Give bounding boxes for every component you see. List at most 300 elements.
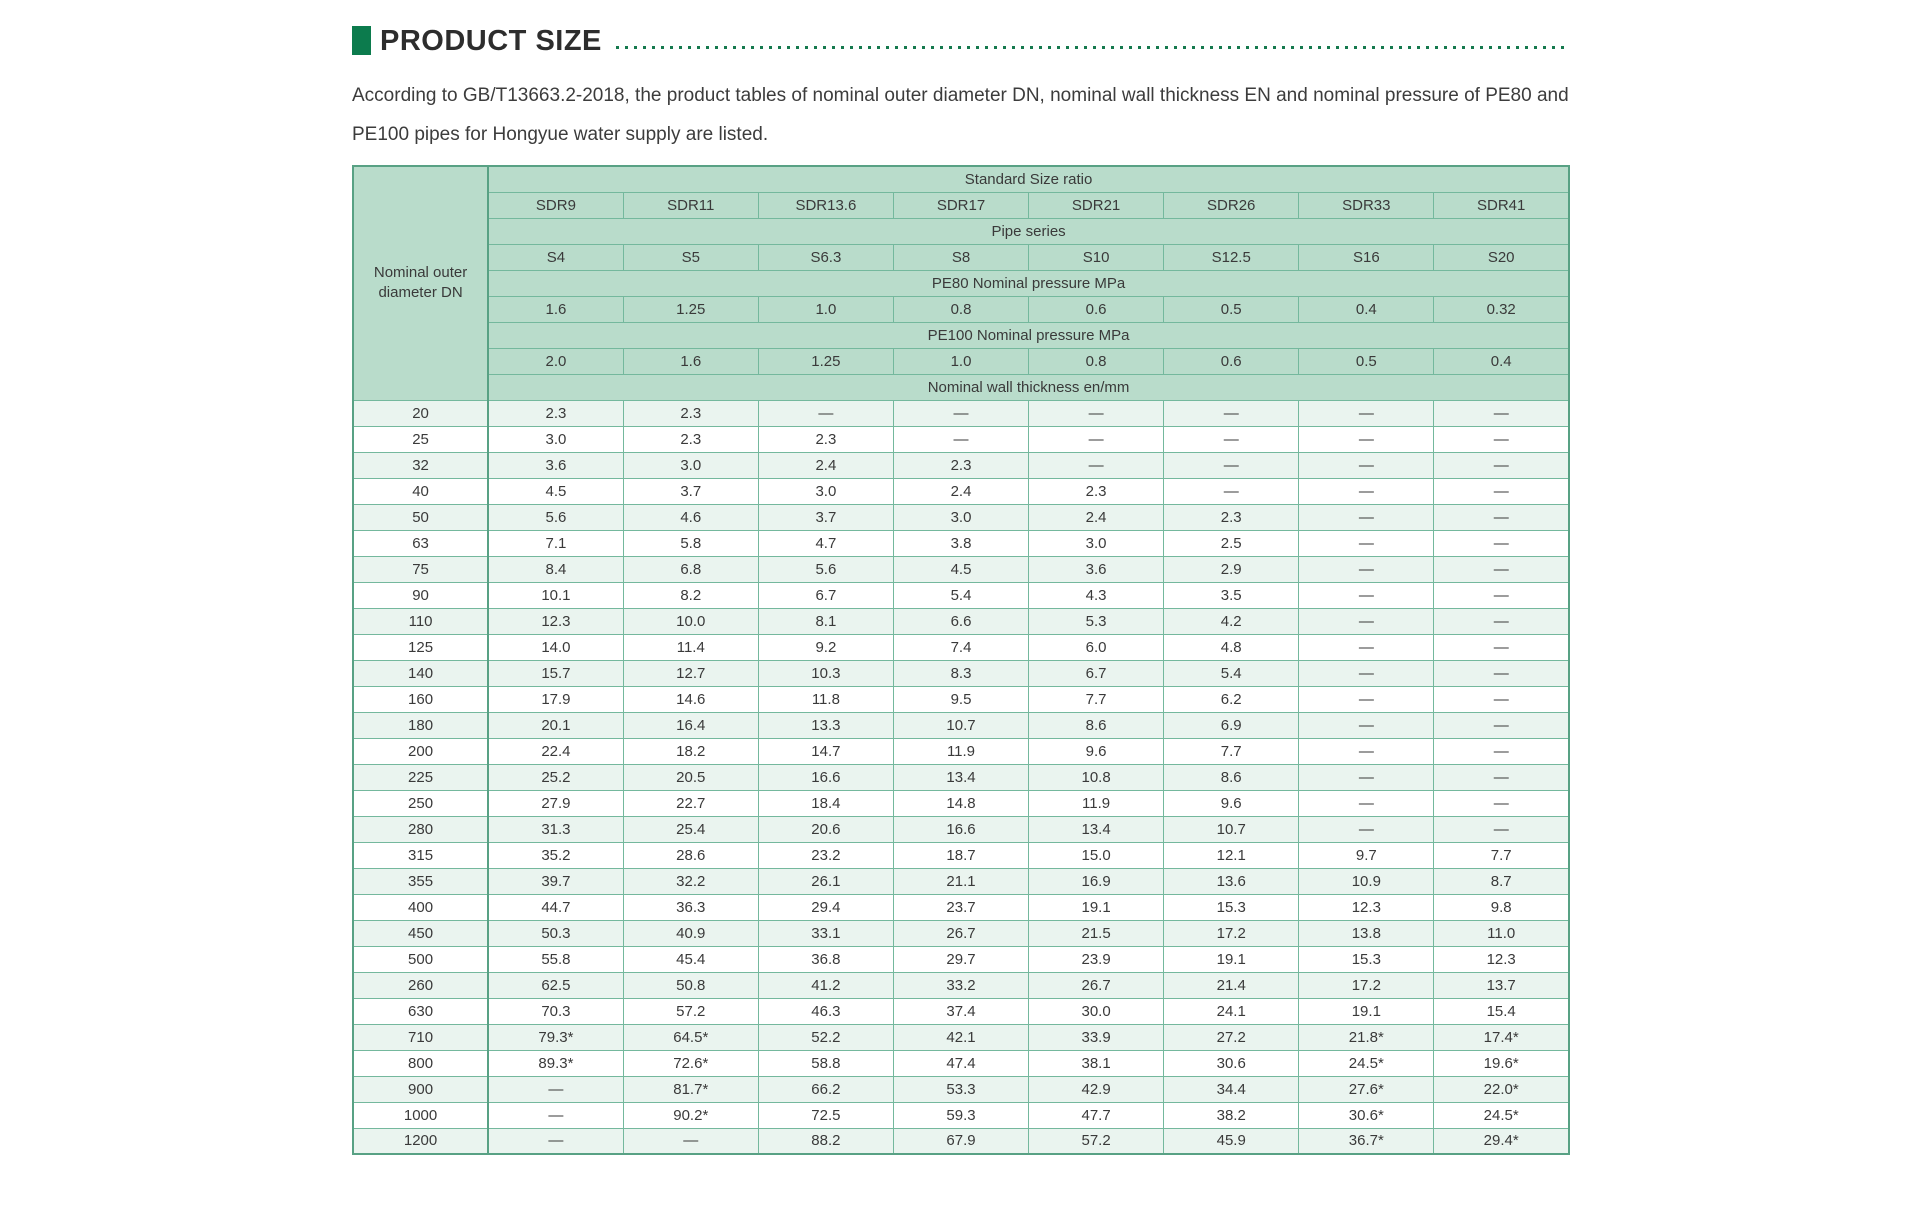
table-header-row	[353, 348, 1569, 374]
value-cell: 40.9	[623, 920, 758, 946]
value-cell: 11.4	[623, 634, 758, 660]
pe100-pressure-value: 1.6	[623, 348, 758, 374]
table-row	[353, 712, 1569, 738]
value-cell: —	[1299, 764, 1434, 790]
table-row	[353, 842, 1569, 868]
value-cell: —	[488, 1076, 623, 1102]
column-header-series: S20	[1434, 244, 1569, 270]
value-cell: 89.3*	[488, 1050, 623, 1076]
value-cell: 28.6	[623, 842, 758, 868]
value-cell: 19.1	[1029, 894, 1164, 920]
value-cell: 57.2	[1029, 1128, 1164, 1154]
value-cell: 32.2	[623, 868, 758, 894]
value-cell: 50.8	[623, 972, 758, 998]
value-cell: 4.7	[758, 530, 893, 556]
table-row	[353, 868, 1569, 894]
value-cell: 12.1	[1164, 842, 1299, 868]
table-row	[353, 790, 1569, 816]
value-cell: 12.3	[488, 608, 623, 634]
value-cell: 4.5	[488, 478, 623, 504]
value-cell: 33.1	[758, 920, 893, 946]
value-cell: 3.0	[623, 452, 758, 478]
value-cell: 8.6	[1029, 712, 1164, 738]
column-header-sdr: SDR13.6	[758, 192, 893, 218]
dotted-divider	[616, 46, 1570, 49]
value-cell: 2.3	[488, 400, 623, 426]
value-cell: 2.3	[893, 452, 1028, 478]
section-description: According to GB/T13663.2-2018, the product tables of nominal outer diameter DN, nominal wall thickness EN and nominal pressure of PE80 and PE100 pipes for Hongyue water supply are listed.	[352, 85, 1569, 145]
value-cell: 4.5	[893, 556, 1028, 582]
value-cell: 6.6	[893, 608, 1028, 634]
dn-cell: 900	[353, 1076, 488, 1102]
value-cell: 44.7	[488, 894, 623, 920]
value-cell: 13.4	[893, 764, 1028, 790]
table-row	[353, 608, 1569, 634]
product-size-section	[352, 26, 1570, 1155]
value-cell: 25.2	[488, 764, 623, 790]
pe80-pressure-value: 0.6	[1029, 296, 1164, 322]
value-cell: 7.7	[1164, 738, 1299, 764]
value-cell: 19.1	[1299, 998, 1434, 1024]
dn-cell: 200	[353, 738, 488, 764]
table-row	[353, 582, 1569, 608]
table-header-row	[353, 192, 1569, 218]
value-cell: —	[1434, 686, 1569, 712]
value-cell: 36.7*	[1299, 1128, 1434, 1154]
value-cell: —	[1029, 426, 1164, 452]
value-cell: 3.5	[1164, 582, 1299, 608]
pe80-pressure-value: 0.8	[893, 296, 1028, 322]
value-cell: 4.8	[1164, 634, 1299, 660]
value-cell: 19.6*	[1434, 1050, 1569, 1076]
value-cell: 3.0	[758, 478, 893, 504]
dn-cell: 32	[353, 452, 488, 478]
table-header-row	[353, 270, 1569, 296]
value-cell: —	[1299, 426, 1434, 452]
value-cell: —	[758, 400, 893, 426]
dn-cell: 355	[353, 868, 488, 894]
value-cell: —	[1434, 712, 1569, 738]
value-cell: 3.0	[893, 504, 1028, 530]
dn-cell: 630	[353, 998, 488, 1024]
table-row	[353, 686, 1569, 712]
value-cell: —	[1434, 582, 1569, 608]
column-header-sdr: SDR11	[623, 192, 758, 218]
value-cell: 14.0	[488, 634, 623, 660]
value-cell: 19.1	[1164, 946, 1299, 972]
value-cell: 8.1	[758, 608, 893, 634]
dn-cell: 50	[353, 504, 488, 530]
value-cell: —	[1434, 634, 1569, 660]
value-cell: 11.9	[893, 738, 1028, 764]
value-cell: 15.3	[1299, 946, 1434, 972]
value-cell: —	[1299, 530, 1434, 556]
value-cell: 12.7	[623, 660, 758, 686]
value-cell: —	[1434, 426, 1569, 452]
value-cell: —	[1299, 790, 1434, 816]
value-cell: 20.5	[623, 764, 758, 790]
value-cell: 42.9	[1029, 1076, 1164, 1102]
value-cell: 57.2	[623, 998, 758, 1024]
column-header-series: S16	[1299, 244, 1434, 270]
dn-cell: 500	[353, 946, 488, 972]
value-cell: 16.6	[758, 764, 893, 790]
dn-cell: 280	[353, 816, 488, 842]
value-cell: —	[1434, 816, 1569, 842]
value-cell: 7.7	[1434, 842, 1569, 868]
value-cell: 34.4	[1164, 1076, 1299, 1102]
value-cell: 6.8	[623, 556, 758, 582]
value-cell: 27.2	[1164, 1024, 1299, 1050]
column-header-sdr: SDR26	[1164, 192, 1299, 218]
table-body	[353, 400, 1569, 1154]
value-cell: 88.2	[758, 1128, 893, 1154]
pe80-pressure-value: 1.6	[488, 296, 623, 322]
value-cell: —	[1299, 556, 1434, 582]
value-cell: 39.7	[488, 868, 623, 894]
value-cell: 50.3	[488, 920, 623, 946]
table-row	[353, 1024, 1569, 1050]
value-cell: 30.6*	[1299, 1102, 1434, 1128]
value-cell: 16.9	[1029, 868, 1164, 894]
pe80-pressure-value: 1.0	[758, 296, 893, 322]
table-row	[353, 504, 1569, 530]
value-cell: 21.4	[1164, 972, 1299, 998]
table-row	[353, 556, 1569, 582]
table-row	[353, 530, 1569, 556]
value-cell: 47.7	[1029, 1102, 1164, 1128]
value-cell: 2.9	[1164, 556, 1299, 582]
value-cell: 3.6	[1029, 556, 1164, 582]
column-header-sdr: SDR9	[488, 192, 623, 218]
column-header-sdr: SDR41	[1434, 192, 1569, 218]
value-cell: 5.6	[488, 504, 623, 530]
value-cell: —	[488, 1128, 623, 1154]
table-row	[353, 920, 1569, 946]
value-cell: 6.7	[758, 582, 893, 608]
value-cell: 2.3	[623, 426, 758, 452]
value-cell: 36.8	[758, 946, 893, 972]
dn-cell: 75	[353, 556, 488, 582]
value-cell: 14.7	[758, 738, 893, 764]
table-header-row	[353, 244, 1569, 270]
dn-cell: 110	[353, 608, 488, 634]
value-cell: 11.9	[1029, 790, 1164, 816]
value-cell: 17.9	[488, 686, 623, 712]
value-cell: 62.5	[488, 972, 623, 998]
value-cell: 12.3	[1434, 946, 1569, 972]
dn-cell: 160	[353, 686, 488, 712]
value-cell: 35.2	[488, 842, 623, 868]
section-title-row	[352, 26, 1570, 56]
value-cell: 90.2*	[623, 1102, 758, 1128]
value-cell: 17.2	[1164, 920, 1299, 946]
value-cell: 2.3	[1164, 504, 1299, 530]
table-row	[353, 660, 1569, 686]
value-cell: 18.7	[893, 842, 1028, 868]
accent-square-icon	[352, 26, 371, 55]
table-row	[353, 1128, 1569, 1154]
column-header-series: S12.5	[1164, 244, 1299, 270]
value-cell: —	[1434, 556, 1569, 582]
column-header-series: S4	[488, 244, 623, 270]
value-cell: 22.7	[623, 790, 758, 816]
value-cell: 30.6	[1164, 1050, 1299, 1076]
dn-cell: 90	[353, 582, 488, 608]
value-cell: 9.7	[1299, 842, 1434, 868]
value-cell: 10.9	[1299, 868, 1434, 894]
value-cell: 52.2	[758, 1024, 893, 1050]
value-cell: 2.4	[893, 478, 1028, 504]
dn-cell: 260	[353, 972, 488, 998]
value-cell: 8.6	[1164, 764, 1299, 790]
value-cell: —	[1434, 400, 1569, 426]
value-cell: 33.2	[893, 972, 1028, 998]
value-cell: 3.7	[623, 478, 758, 504]
value-cell: 22.0*	[1434, 1076, 1569, 1102]
value-cell: 38.2	[1164, 1102, 1299, 1128]
value-cell: 13.3	[758, 712, 893, 738]
value-cell: —	[1434, 738, 1569, 764]
value-cell: 21.5	[1029, 920, 1164, 946]
value-cell: 9.2	[758, 634, 893, 660]
value-cell: —	[488, 1102, 623, 1128]
value-cell: —	[1299, 400, 1434, 426]
value-cell: 58.8	[758, 1050, 893, 1076]
value-cell: 10.8	[1029, 764, 1164, 790]
band-label-pe80-pressure: PE80 Nominal pressure MPa	[488, 270, 1569, 296]
band-label-wall-thickness: Nominal wall thickness en/mm	[488, 374, 1569, 400]
pe80-pressure-value: 0.5	[1164, 296, 1299, 322]
value-cell: 4.3	[1029, 582, 1164, 608]
value-cell: 3.0	[1029, 530, 1164, 556]
value-cell: 72.5	[758, 1102, 893, 1128]
value-cell: 5.3	[1029, 608, 1164, 634]
value-cell: 15.7	[488, 660, 623, 686]
dn-cell: 250	[353, 790, 488, 816]
value-cell: 8.3	[893, 660, 1028, 686]
value-cell: —	[1299, 478, 1434, 504]
value-cell: 5.6	[758, 556, 893, 582]
value-cell: 14.8	[893, 790, 1028, 816]
value-cell: 11.8	[758, 686, 893, 712]
table-row	[353, 764, 1569, 790]
band-label-pe100-pressure: PE100 Nominal pressure MPa	[488, 322, 1569, 348]
pe80-pressure-value: 1.25	[623, 296, 758, 322]
table-row	[353, 972, 1569, 998]
value-cell: 2.4	[758, 452, 893, 478]
column-header-sdr: SDR33	[1299, 192, 1434, 218]
value-cell: 55.8	[488, 946, 623, 972]
value-cell: —	[1164, 426, 1299, 452]
value-cell: 45.9	[1164, 1128, 1299, 1154]
pe100-pressure-value: 0.8	[1029, 348, 1164, 374]
value-cell: 79.3*	[488, 1024, 623, 1050]
value-cell: 8.7	[1434, 868, 1569, 894]
value-cell: 23.9	[1029, 946, 1164, 972]
value-cell: 3.6	[488, 452, 623, 478]
value-cell: 26.1	[758, 868, 893, 894]
value-cell: 24.1	[1164, 998, 1299, 1024]
value-cell: 22.4	[488, 738, 623, 764]
value-cell: 27.6*	[1299, 1076, 1434, 1102]
value-cell: 41.2	[758, 972, 893, 998]
value-cell: 29.7	[893, 946, 1028, 972]
value-cell: —	[1299, 816, 1434, 842]
pe100-pressure-value: 1.25	[758, 348, 893, 374]
value-cell: 7.1	[488, 530, 623, 556]
value-cell: 24.5*	[1434, 1102, 1569, 1128]
table-row	[353, 946, 1569, 972]
column-header-series: S5	[623, 244, 758, 270]
value-cell: —	[893, 400, 1028, 426]
value-cell: 15.3	[1164, 894, 1299, 920]
table-header-row	[353, 296, 1569, 322]
value-cell: —	[1299, 608, 1434, 634]
band-label-standard-size-ratio: Standard Size ratio	[488, 166, 1569, 192]
value-cell: —	[1299, 452, 1434, 478]
value-cell: 8.2	[623, 582, 758, 608]
value-cell: 53.3	[893, 1076, 1028, 1102]
pe100-pressure-value: 2.0	[488, 348, 623, 374]
value-cell: —	[1434, 478, 1569, 504]
value-cell: 2.3	[623, 400, 758, 426]
value-cell: 26.7	[893, 920, 1028, 946]
value-cell: 11.0	[1434, 920, 1569, 946]
value-cell: 21.1	[893, 868, 1028, 894]
dn-cell: 710	[353, 1024, 488, 1050]
value-cell: —	[1029, 400, 1164, 426]
column-header-sdr: SDR17	[893, 192, 1028, 218]
value-cell: —	[1299, 686, 1434, 712]
value-cell: 33.9	[1029, 1024, 1164, 1050]
value-cell: —	[1434, 608, 1569, 634]
value-cell: 59.3	[893, 1102, 1028, 1128]
value-cell: 21.8*	[1299, 1024, 1434, 1050]
table-row	[353, 1102, 1569, 1128]
dn-cell: 315	[353, 842, 488, 868]
product-size-table	[352, 165, 1570, 1155]
value-cell: 29.4*	[1434, 1128, 1569, 1154]
value-cell: —	[893, 426, 1028, 452]
value-cell: 30.0	[1029, 998, 1164, 1024]
value-cell: 38.1	[1029, 1050, 1164, 1076]
value-cell: 3.8	[893, 530, 1028, 556]
value-cell: —	[1164, 452, 1299, 478]
value-cell: —	[1434, 452, 1569, 478]
dn-cell: 20	[353, 400, 488, 426]
dn-cell: 25	[353, 426, 488, 452]
value-cell: 27.9	[488, 790, 623, 816]
value-cell: —	[1299, 660, 1434, 686]
value-cell: 15.0	[1029, 842, 1164, 868]
value-cell: —	[1299, 634, 1434, 660]
value-cell: —	[1299, 504, 1434, 530]
dn-cell: 140	[353, 660, 488, 686]
value-cell: 6.7	[1029, 660, 1164, 686]
table-row	[353, 816, 1569, 842]
value-cell: 67.9	[893, 1128, 1028, 1154]
value-cell: 26.7	[1029, 972, 1164, 998]
value-cell: —	[1434, 660, 1569, 686]
value-cell: —	[1299, 582, 1434, 608]
table-header-row	[353, 218, 1569, 244]
value-cell: 13.7	[1434, 972, 1569, 998]
table-row	[353, 738, 1569, 764]
pe100-pressure-value: 0.4	[1434, 348, 1569, 374]
value-cell: 14.6	[623, 686, 758, 712]
value-cell: 20.1	[488, 712, 623, 738]
value-cell: 36.3	[623, 894, 758, 920]
dn-cell: 180	[353, 712, 488, 738]
table-row	[353, 1050, 1569, 1076]
value-cell: 13.6	[1164, 868, 1299, 894]
value-cell: —	[1164, 400, 1299, 426]
value-cell: 5.4	[1164, 660, 1299, 686]
value-cell: 13.4	[1029, 816, 1164, 842]
value-cell: 3.7	[758, 504, 893, 530]
value-cell: 15.4	[1434, 998, 1569, 1024]
table-header-row	[353, 374, 1569, 400]
table-header-row	[353, 166, 1569, 192]
value-cell: 72.6*	[623, 1050, 758, 1076]
value-cell: 4.6	[623, 504, 758, 530]
dn-cell: 225	[353, 764, 488, 790]
page-title: PRODUCT SIZE	[380, 25, 602, 57]
value-cell: 23.2	[758, 842, 893, 868]
value-cell: 10.0	[623, 608, 758, 634]
value-cell: 16.6	[893, 816, 1028, 842]
value-cell: 17.4*	[1434, 1024, 1569, 1050]
value-cell: 3.0	[488, 426, 623, 452]
table-row	[353, 634, 1569, 660]
table-row	[353, 478, 1569, 504]
value-cell: 5.4	[893, 582, 1028, 608]
value-cell: 6.0	[1029, 634, 1164, 660]
value-cell: 25.4	[623, 816, 758, 842]
value-cell: 31.3	[488, 816, 623, 842]
value-cell: 10.3	[758, 660, 893, 686]
value-cell: 12.3	[1299, 894, 1434, 920]
column-header-series: S8	[893, 244, 1028, 270]
value-cell: —	[1029, 452, 1164, 478]
value-cell: —	[1299, 712, 1434, 738]
table-row	[353, 400, 1569, 426]
value-cell: 66.2	[758, 1076, 893, 1102]
value-cell: 29.4	[758, 894, 893, 920]
value-cell: 10.7	[893, 712, 1028, 738]
column-header-sdr: SDR21	[1029, 192, 1164, 218]
value-cell: —	[1434, 530, 1569, 556]
pe100-pressure-value: 0.5	[1299, 348, 1434, 374]
value-cell: 18.4	[758, 790, 893, 816]
band-label-pipe-series: Pipe series	[488, 218, 1569, 244]
column-header-series: S10	[1029, 244, 1164, 270]
value-cell: 64.5*	[623, 1024, 758, 1050]
dn-cell: 125	[353, 634, 488, 660]
value-cell: 7.4	[893, 634, 1028, 660]
value-cell: 6.2	[1164, 686, 1299, 712]
column-header-series: S6.3	[758, 244, 893, 270]
pe100-pressure-value: 1.0	[893, 348, 1028, 374]
value-cell: 5.8	[623, 530, 758, 556]
value-cell: 6.9	[1164, 712, 1299, 738]
value-cell: 24.5*	[1299, 1050, 1434, 1076]
table-row	[353, 998, 1569, 1024]
pe80-pressure-value: 0.4	[1299, 296, 1434, 322]
table-row	[353, 452, 1569, 478]
value-cell: 16.4	[623, 712, 758, 738]
